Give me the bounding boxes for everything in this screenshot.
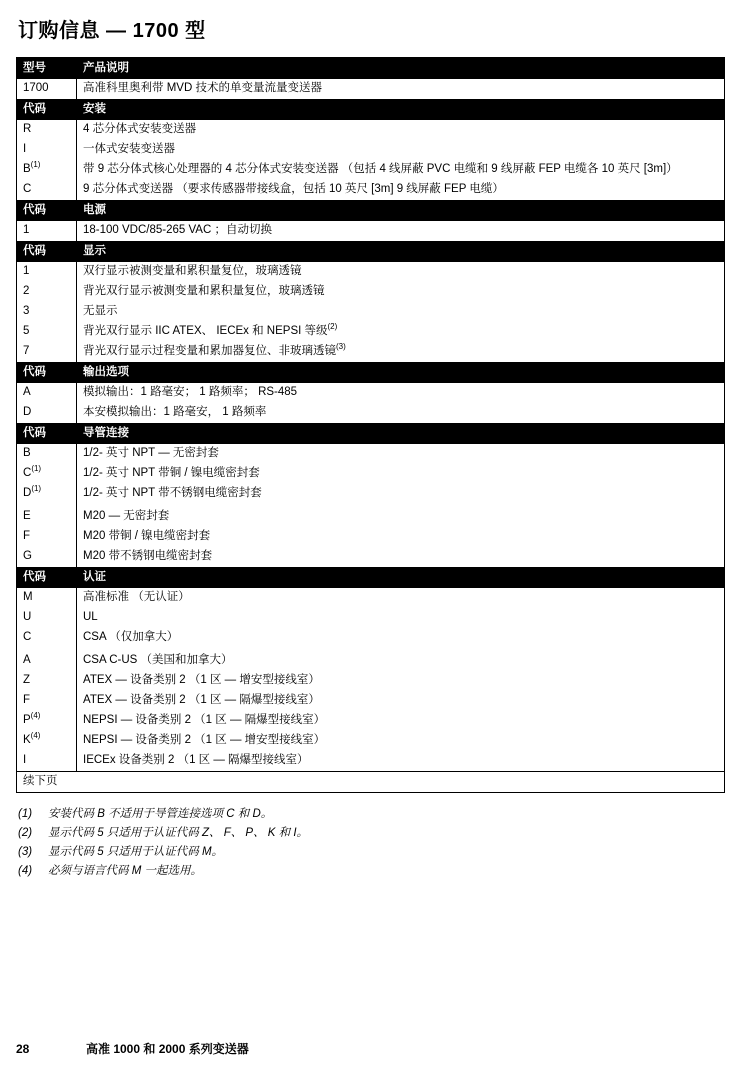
row-code: 1 [17,221,77,241]
row-desc: ATEX — 设备类别 2 （1 区 — 增安型接线室） [77,671,725,691]
footnote-text: 必须与语言代码 M 一起选用。 [48,865,202,877]
column-header-desc: 安装 [77,99,725,120]
row-desc: 4 芯分体式安装变送器 [77,120,725,140]
document-page [0,14,741,1073]
row-desc: 模拟输出：1 路毫安； 1 路频率； RS-485 [77,383,725,403]
row-desc: NEPSI — 设备类别 2 （1 区 — 增安型接线室） [77,731,725,751]
column-header-code: 代码 [17,99,77,120]
footnote-item [18,805,725,824]
column-header-code: 代码 [17,567,77,588]
row-code: I [17,751,77,772]
row-desc: 1/2- 英寸 NPT 带铜 / 镍电缆密封套 [77,464,725,484]
footnote-text: 显示代码 5 只适用于认证代码 M。 [48,846,224,858]
table-row [17,711,725,731]
row-code: C [17,180,77,200]
row-desc: 背光双行显示被测变量和累积量复位，玻璃透镜 [77,282,725,302]
column-header-code: 代码 [17,423,77,444]
table-row [17,120,725,140]
row-desc: M20 带铜 / 镍电缆密封套 [77,527,725,547]
row-desc: 18-100 VDC/85-265 VAC ；自动切换 [77,221,725,241]
table-row [17,628,725,648]
row-code: G [17,547,77,567]
row-desc: M20 带不锈钢电缆密封套 [77,547,725,567]
table-row [17,282,725,302]
row-code-text: K [23,734,31,746]
page-title: 订购信息 — 1700 型 [18,20,206,42]
table-row [17,527,725,547]
table-continued-row [17,772,725,793]
row-code: D [17,403,77,423]
column-header-code: 代码 [17,362,77,383]
row-code [17,711,77,731]
footnote-text: 安装代码 B 不适用于导管连接选项 C 和 D。 [48,808,273,820]
row-desc-text: 背光双行显示过程变量和累加器复位、非玻璃透镜 [83,345,336,357]
table-row [17,671,725,691]
row-desc: 1/2- 英寸 NPT — 无密封套 [77,444,725,464]
ordering-information-table [16,57,725,793]
table-row [17,691,725,711]
row-desc: 高准科里奥利带 MVD 技术的单变量流量变送器 [77,79,725,99]
table-row [17,160,725,180]
row-desc [77,342,725,362]
row-code: I [17,140,77,160]
column-header-code: 代码 [17,200,77,221]
table-group-header [17,567,725,588]
column-header-code: 代码 [17,241,77,262]
row-desc: CSA C-US （美国和加拿大） [77,651,725,671]
row-code: 7 [17,342,77,362]
table-row [17,731,725,751]
column-header-desc: 导管连接 [77,423,725,444]
footnote-text: 显示代码 5 只适用于认证代码 Z、 F、 P、 K 和 I。 [48,827,309,839]
footnote-marker: (1) [30,160,41,170]
footer-text: 高准 1000 和 2000 系列变送器 [86,1042,249,1056]
footnote-number: (3) [18,846,33,858]
table-row [17,608,725,628]
row-desc: NEPSI — 设备类别 2 （1 区 — 隔爆型接线室） [77,711,725,731]
footnote-marker: (4) [30,731,41,741]
footnote-item [18,862,725,881]
table-row [17,140,725,160]
table-row [17,588,725,608]
row-desc: M20 — 无密封套 [77,507,725,527]
row-code-text: C [23,467,32,479]
table-row [17,484,725,504]
row-desc-text: 背光双行显示 IIC ATEX、 IECEx 和 NEPSI 等级 [83,325,328,337]
table-row [17,262,725,282]
table-row [17,507,725,527]
row-code: F [17,691,77,711]
row-code: 1 [17,262,77,282]
row-desc: 双行显示被测变量和累积量复位，玻璃透镜 [77,262,725,282]
row-code: 5 [17,322,77,342]
row-desc: 1/2- 英寸 NPT 带不锈钢电缆密封套 [77,484,725,504]
table-group-header [17,241,725,262]
footnote-item [18,824,725,843]
row-desc: 高准标准 （无认证） [77,588,725,608]
row-code [17,484,77,504]
row-code: U [17,608,77,628]
footnote-number: (1) [18,808,33,820]
column-header-desc: 输出选项 [77,362,725,383]
row-desc: CSA （仅加拿大） [77,628,725,648]
table-row [17,651,725,671]
footnote-marker: (4) [30,711,41,721]
table-group-header [17,362,725,383]
footnotes-section [18,805,725,881]
column-header-code: 型号 [17,58,77,80]
row-desc: 一体式安装变送器 [77,140,725,160]
row-code: B [17,444,77,464]
row-code-text: B [23,163,31,175]
table-row [17,322,725,342]
table-row [17,464,725,484]
row-desc [77,322,725,342]
row-code: A [17,383,77,403]
table-row [17,547,725,567]
row-desc: IECEx 设备类别 2 （1 区 — 隔爆型接线室） [77,751,725,772]
footnote-number: (2) [18,827,33,839]
table-row [17,342,725,362]
table-group-header [17,200,725,221]
page-number: 28 [16,1042,30,1056]
row-code: E [17,507,77,527]
footnote-marker: (1) [31,464,42,474]
table-row [17,751,725,772]
row-desc: 本安模拟输出：1 路毫安， 1 路频率 [77,403,725,423]
row-code [17,160,77,180]
footnote-marker: (1) [31,484,42,494]
row-code: 3 [17,302,77,322]
column-header-desc: 认证 [77,567,725,588]
column-header-desc: 产品说明 [77,58,725,80]
footnote-marker: (3) [336,342,346,352]
column-header-desc: 电源 [77,200,725,221]
row-desc: UL [77,608,725,628]
row-code-text: P [23,714,31,726]
table-row [17,180,725,200]
table-group-header [17,58,725,80]
row-code [17,464,77,484]
table-row [17,302,725,322]
table-row [17,403,725,423]
footnote-number: (4) [18,865,33,877]
footnote-marker: (2) [327,322,338,332]
table-body [17,58,725,793]
column-header-desc: 显示 [77,241,725,262]
row-code [17,731,77,751]
continued-label: 续下页 [17,772,725,793]
row-code: Z [17,671,77,691]
row-desc: 无显示 [77,302,725,322]
table-row [17,221,725,241]
row-code: F [17,527,77,547]
table-group-header [17,99,725,120]
row-code: R [17,120,77,140]
footnote-item [18,843,725,862]
row-code: C [17,628,77,648]
table-row [17,79,725,99]
table-row [17,444,725,464]
row-code: A [17,651,77,671]
row-desc: 9 芯分体式变送器 （要求传感器带接线盒，包括 10 英尺 [3m] 9 线屏蔽 FEP 电缆） [77,180,725,200]
row-code-text: D [23,487,32,499]
row-desc: ATEX — 设备类别 2 （1 区 — 隔爆型接线室） [77,691,725,711]
row-code: 2 [17,282,77,302]
page-footer [16,1040,725,1057]
row-desc: 带 9 芯分体式核心处理器的 4 芯分体式安装变送器 （包括 4 线屏蔽 PVC 电缆和 9 线屏蔽 FEP 电缆各 10 英尺 [3m]） [77,160,725,180]
table-row [17,383,725,403]
row-code: 1700 [17,79,77,99]
row-code: M [17,588,77,608]
table-group-header [17,423,725,444]
